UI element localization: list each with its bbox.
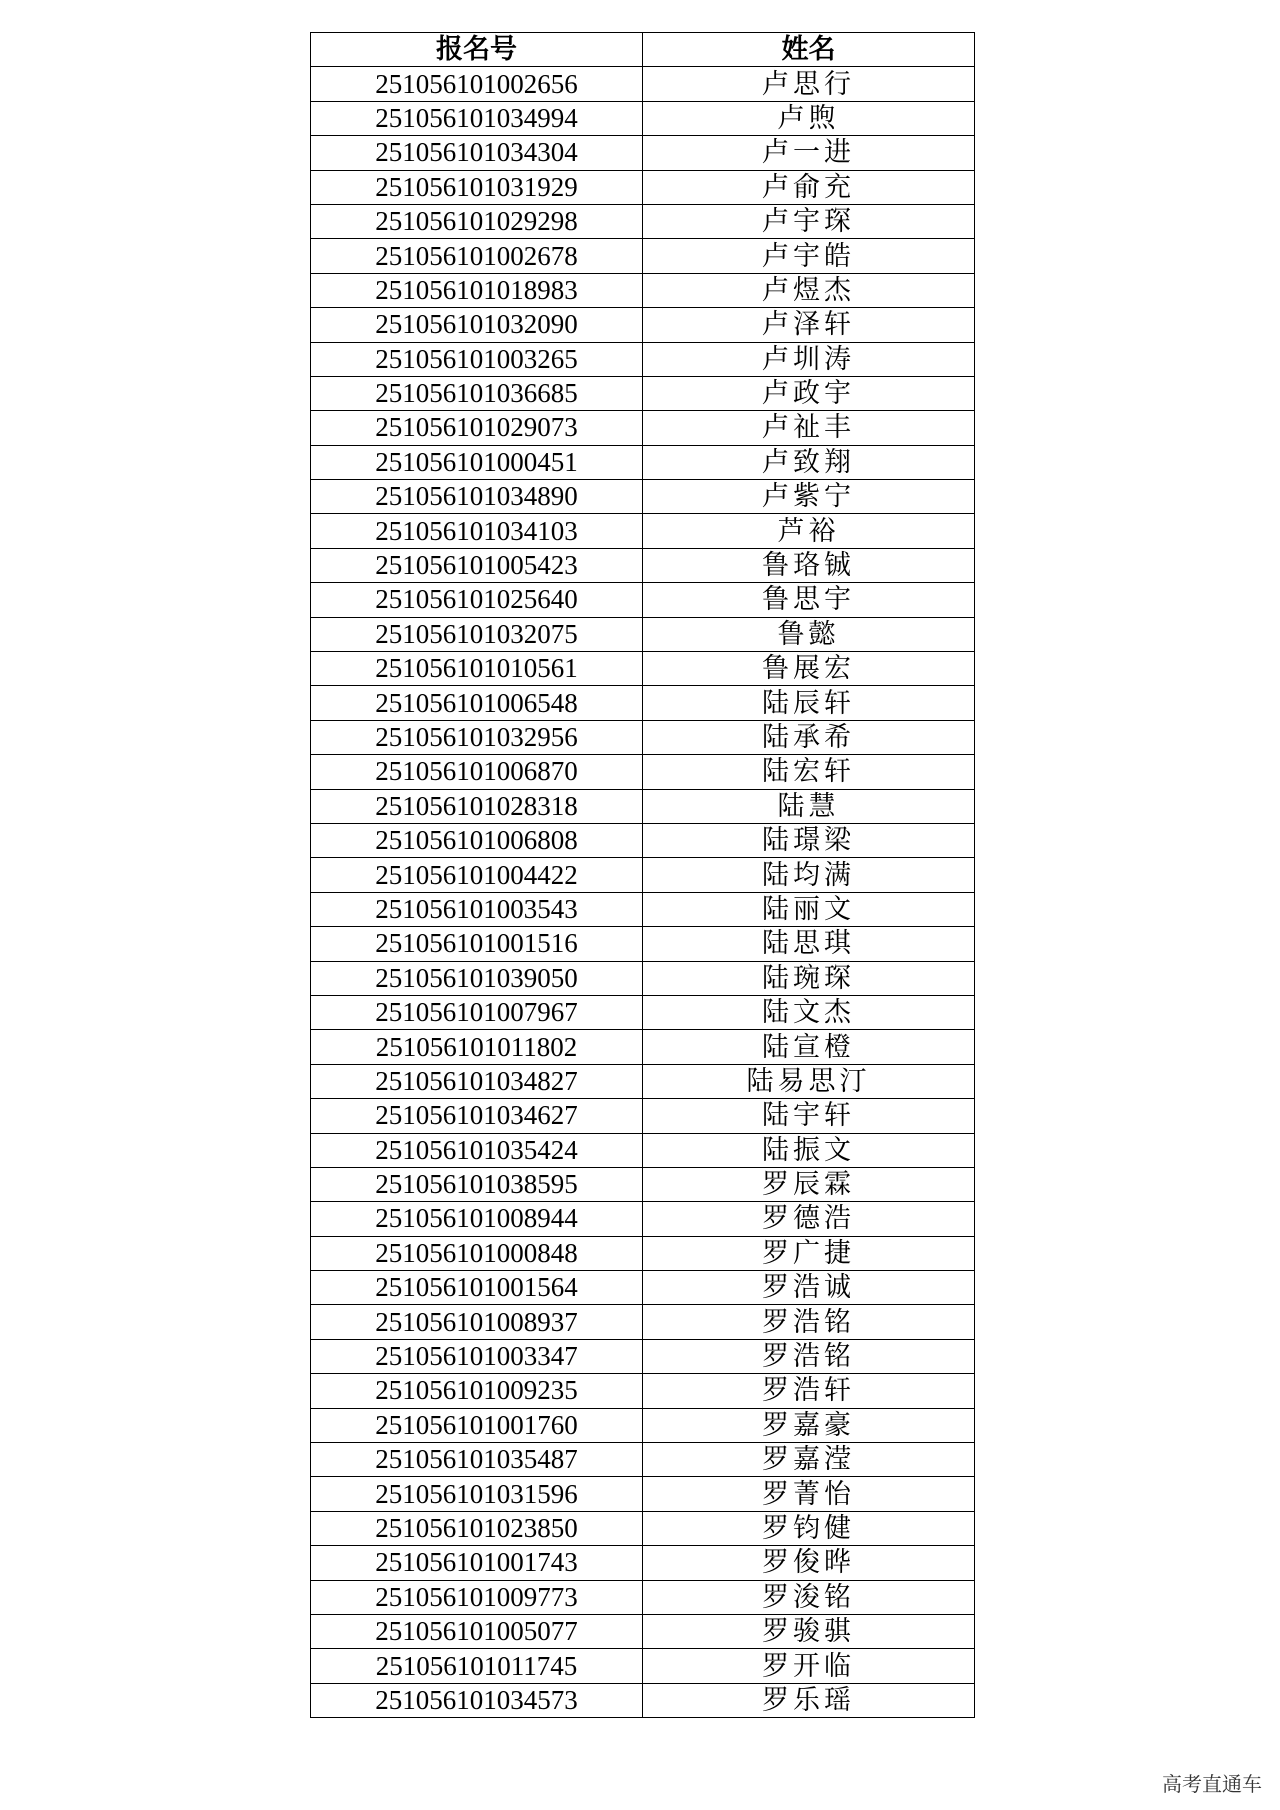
table-row [311, 170, 975, 204]
reg-no-cell: 251056101034890 [311, 480, 643, 514]
table-row [311, 480, 975, 514]
table-row [311, 652, 975, 686]
name-cell: 陆慧 [643, 789, 975, 823]
table-row [311, 1511, 975, 1545]
name-cell: 卢紫宁 [643, 480, 975, 514]
reg-no-cell: 251056101031596 [311, 1477, 643, 1511]
reg-no-cell: 251056101034827 [311, 1064, 643, 1098]
table-row [311, 1580, 975, 1614]
table-row [311, 1305, 975, 1339]
name-cell: 卢思行 [643, 67, 975, 101]
table-row [311, 858, 975, 892]
reg-no-cell: 251056101023850 [311, 1511, 643, 1545]
table-row [311, 308, 975, 342]
name-cell: 罗浩铭 [643, 1305, 975, 1339]
table-row [311, 1649, 975, 1683]
reg-no-cell: 251056101003265 [311, 342, 643, 376]
reg-no-cell: 251056101029073 [311, 411, 643, 445]
name-cell: 罗嘉滢 [643, 1443, 975, 1477]
reg-no-cell: 251056101006808 [311, 823, 643, 857]
name-cell: 罗辰霖 [643, 1167, 975, 1201]
name-cell: 罗嘉豪 [643, 1408, 975, 1442]
table-row [311, 239, 975, 273]
name-cell: 鲁懿 [643, 617, 975, 651]
table-row [311, 342, 975, 376]
name-cell: 陆易思汀 [643, 1064, 975, 1098]
name-cell: 陆丽文 [643, 892, 975, 926]
table-row [311, 1202, 975, 1236]
table-row [311, 445, 975, 479]
table-row [311, 686, 975, 720]
table-row [311, 1064, 975, 1098]
name-cell: 罗开临 [643, 1649, 975, 1683]
name-cell: 罗钧健 [643, 1511, 975, 1545]
reg-no-cell: 251056101018983 [311, 273, 643, 307]
reg-no-cell: 251056101035487 [311, 1443, 643, 1477]
table-row [311, 1167, 975, 1201]
table-row [311, 1546, 975, 1580]
reg-no-cell: 251056101008944 [311, 1202, 643, 1236]
reg-no-cell: 251056101034994 [311, 101, 643, 135]
table-row [311, 1614, 975, 1648]
reg-no-cell: 251056101001760 [311, 1408, 643, 1442]
reg-no-cell: 251056101029298 [311, 204, 643, 238]
reg-no-cell: 251056101006870 [311, 755, 643, 789]
table-row [311, 1236, 975, 1270]
table-row [311, 1030, 975, 1064]
name-cell: 陆文杰 [643, 995, 975, 1029]
name-cell: 卢煦 [643, 101, 975, 135]
table-row [311, 1477, 975, 1511]
watermark-text: 高考直通车 [1162, 1772, 1262, 1796]
reg-no-cell: 251056101009773 [311, 1580, 643, 1614]
reg-no-cell: 251056101007967 [311, 995, 643, 1029]
name-cell: 陆思琪 [643, 927, 975, 961]
reg-no-cell: 251056101002656 [311, 67, 643, 101]
table-row [311, 617, 975, 651]
reg-no-cell: 251056101039050 [311, 961, 643, 995]
table-row [311, 1443, 975, 1477]
name-cell: 鲁展宏 [643, 652, 975, 686]
table-row [311, 411, 975, 445]
name-cell: 陆宇轩 [643, 1099, 975, 1133]
table-row [311, 101, 975, 135]
name-cell: 卢宇琛 [643, 204, 975, 238]
reg-no-cell: 251056101000848 [311, 1236, 643, 1270]
name-cell: 芦裕 [643, 514, 975, 548]
reg-no-cell: 251056101000451 [311, 445, 643, 479]
table-row [311, 583, 975, 617]
reg-no-cell: 251056101005423 [311, 548, 643, 582]
table-row [311, 67, 975, 101]
table-row [311, 789, 975, 823]
name-cell: 陆振文 [643, 1133, 975, 1167]
name-cell: 罗浚铭 [643, 1580, 975, 1614]
column-header-reg-no: 报名号 [311, 33, 643, 67]
name-cell: 卢宇皓 [643, 239, 975, 273]
reg-no-cell: 251056101002678 [311, 239, 643, 273]
name-cell: 罗菁怡 [643, 1477, 975, 1511]
table-row [311, 927, 975, 961]
name-cell: 陆璟梁 [643, 823, 975, 857]
table-row [311, 823, 975, 857]
reg-no-cell: 251056101001564 [311, 1271, 643, 1305]
table-row [311, 273, 975, 307]
reg-no-cell: 251056101025640 [311, 583, 643, 617]
column-header-name: 姓名 [643, 33, 975, 67]
name-cell: 卢致翔 [643, 445, 975, 479]
name-cell: 陆琬琛 [643, 961, 975, 995]
reg-no-cell: 251056101036685 [311, 376, 643, 410]
name-cell: 陆均满 [643, 858, 975, 892]
name-cell: 罗骏骐 [643, 1614, 975, 1648]
table-row [311, 1339, 975, 1373]
name-cell: 卢祉丰 [643, 411, 975, 445]
name-cell: 鲁思宇 [643, 583, 975, 617]
name-cell: 罗广捷 [643, 1236, 975, 1270]
reg-no-cell: 251056101011745 [311, 1649, 643, 1683]
reg-no-cell: 251056101010561 [311, 652, 643, 686]
name-cell: 罗乐瑶 [643, 1683, 975, 1717]
reg-no-cell: 251056101003347 [311, 1339, 643, 1373]
table-row [311, 961, 975, 995]
table-header-row [311, 33, 975, 67]
reg-no-cell: 251056101004422 [311, 858, 643, 892]
reg-no-cell: 251056101034573 [311, 1683, 643, 1717]
table-row [311, 204, 975, 238]
table-row [311, 1271, 975, 1305]
name-cell: 卢泽轩 [643, 308, 975, 342]
name-cell: 罗浩诚 [643, 1271, 975, 1305]
reg-no-cell: 251056101034304 [311, 136, 643, 170]
reg-no-cell: 251056101038595 [311, 1167, 643, 1201]
reg-no-cell: 251056101035424 [311, 1133, 643, 1167]
table-row [311, 995, 975, 1029]
table-row [311, 755, 975, 789]
reg-no-cell: 251056101032075 [311, 617, 643, 651]
name-cell: 罗德浩 [643, 1202, 975, 1236]
name-cell: 卢煜杰 [643, 273, 975, 307]
reg-no-cell: 251056101006548 [311, 686, 643, 720]
table-row [311, 514, 975, 548]
name-cell: 卢一进 [643, 136, 975, 170]
table-row [311, 1408, 975, 1442]
table-row [311, 720, 975, 754]
reg-no-cell: 251056101028318 [311, 789, 643, 823]
name-cell: 陆宏轩 [643, 755, 975, 789]
name-cell: 罗浩轩 [643, 1374, 975, 1408]
reg-no-cell: 251056101008937 [311, 1305, 643, 1339]
reg-no-cell: 251056101009235 [311, 1374, 643, 1408]
reg-no-cell: 251056101005077 [311, 1614, 643, 1648]
reg-no-cell: 251056101011802 [311, 1030, 643, 1064]
reg-no-cell: 251056101032090 [311, 308, 643, 342]
name-cell: 陆承希 [643, 720, 975, 754]
reg-no-cell: 251056101034103 [311, 514, 643, 548]
reg-no-cell: 251056101034627 [311, 1099, 643, 1133]
table-row [311, 1099, 975, 1133]
table-row [311, 1374, 975, 1408]
table-row [311, 1133, 975, 1167]
name-cell: 卢政宇 [643, 376, 975, 410]
name-cell: 陆宣橙 [643, 1030, 975, 1064]
reg-no-cell: 251056101031929 [311, 170, 643, 204]
name-cell: 罗俊晔 [643, 1546, 975, 1580]
table-body [311, 67, 975, 1718]
name-cell: 鲁珞铖 [643, 548, 975, 582]
reg-no-cell: 251056101001516 [311, 927, 643, 961]
name-cell: 卢圳涛 [643, 342, 975, 376]
name-cell: 罗浩铭 [643, 1339, 975, 1373]
name-cell: 卢俞充 [643, 170, 975, 204]
name-cell: 陆辰轩 [643, 686, 975, 720]
reg-no-cell: 251056101032956 [311, 720, 643, 754]
reg-no-cell: 251056101003543 [311, 892, 643, 926]
table-row [311, 376, 975, 410]
reg-no-cell: 251056101001743 [311, 1546, 643, 1580]
table-row [311, 1683, 975, 1717]
registration-table [310, 32, 975, 1718]
table-row [311, 136, 975, 170]
table-row [311, 892, 975, 926]
table-row [311, 548, 975, 582]
